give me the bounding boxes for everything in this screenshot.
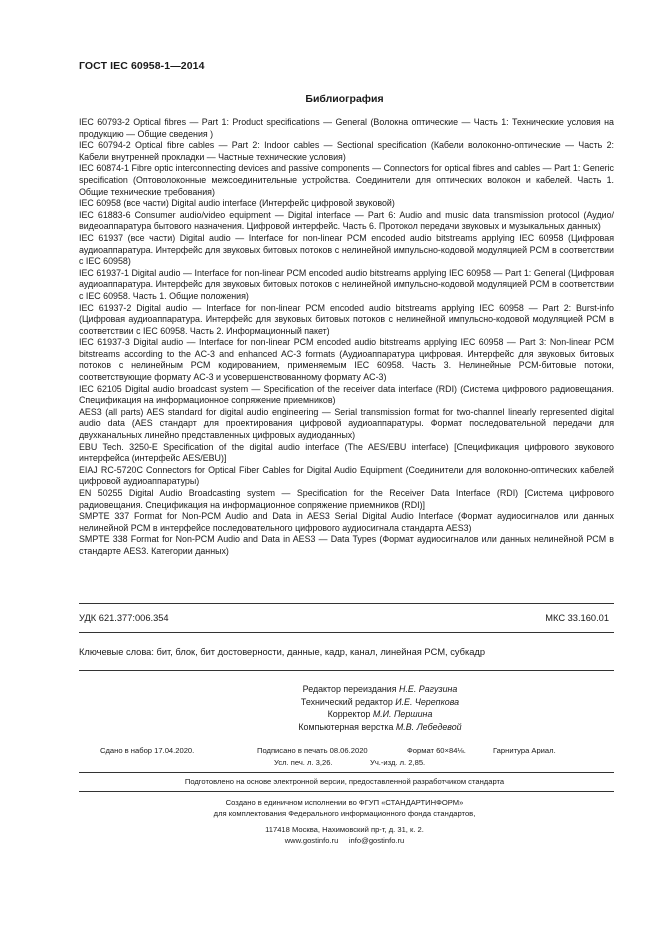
publisher-block xyxy=(0,797,661,846)
publisher-line: Создано в единичном исполнении во ФГУП «СТАНДАРТИНФОРМ» xyxy=(225,798,464,807)
bibliography-entry: IEC 61937-2 Digital audio — Interface for non-linear PCM encoded audio bitstreams applying IEC 60958 — Part 2: Burst-info (Цифровая аудиоаппаратура. Интерфейс для звуковых битовых потоков с нелинейной импульсно-кодовой модуляцией PCM в соответствии с IEC 60958. Часть 2. Информационный пакет) xyxy=(79,302,614,336)
document-header: ГОСТ IEC 60958-1—2014 xyxy=(79,60,205,72)
keywords: Ключевые слова: бит, блок, бит достоверности, данные, кадр, канал, линейная PCM, субкадр xyxy=(79,647,485,657)
printed-sheets: Усл. печ. л. 3,26. xyxy=(274,758,333,767)
bibliography-entry: EIAJ RC-5720C Connectors for Optical Fiber Cables for Digital Audio Equipment (Соединители для волоконно-оптических кабелей цифровой аудиоаппаратуры) xyxy=(79,464,614,487)
editor-role: Компьютерная верстка xyxy=(298,721,394,732)
editor-name: М.И. Першина xyxy=(372,709,433,719)
bibliography-entry: IEC 60793-2 Optical fibres — Part 1: Product specifications — General (Волокна оптические — Часть 1: Технические условия на продукцию — Общие сведения ) xyxy=(79,117,614,139)
editor-name: И.Е. Черепкова xyxy=(395,696,460,707)
bibliography-entry: IEC 62105 Digital audio broadcast system — Specification of the receiver data interface (RDI) (Система цифрового радиовещания. Спецификация на информационное сопряжение приемников) xyxy=(79,383,614,406)
bibliography-entry: IEC 61883-6 Consumer audio/video equipment — Digital interface — Part 6: Audio and music data transmission protocol (Аудио/видеоаппаратура бытового назначения. Цифровой интерфейс. Часть 6. Протокол передачи звуковых и музыкальных данных) xyxy=(79,209,614,232)
email-link[interactable]: info@gostinfo.ru xyxy=(348,836,405,845)
bibliography-entry: IEC 60958 (все части) Digital audio interface (Интерфейс цифровой звуковой) xyxy=(79,198,395,209)
editor-role: Технический редактор xyxy=(300,696,393,707)
udk-code: УДК 621.377:006.354 xyxy=(79,613,169,623)
divider-bottom xyxy=(79,670,614,671)
submitted-date: Сдано в набор 17.04.2020. xyxy=(100,746,195,755)
paper-format: Формат 60×84⅛. xyxy=(407,746,466,755)
bibliography-entry: IEC 61937-1 Digital audio — Interface for non-linear PCM encoded audio bitstreams applying IEC 60958 — Part 1: General (Цифровая аудиоаппаратура. Интерфейс для звуковых битовых потоков с нелинейной импульсно-кодовой модуляцией PCM в соответствии с IEC 60958. Часть 1. Общие положения) xyxy=(79,267,614,301)
editor-role: Редактор переиздания xyxy=(302,684,397,694)
typeface: Гарнитура Ариал. xyxy=(493,746,556,755)
mks-code: МКС 33.160.01 xyxy=(545,613,609,623)
editorial-credits xyxy=(200,683,560,733)
editor-name: М.В. Лебедевой xyxy=(395,721,462,732)
bibliography-entry: EN 50255 Digital Audio Broadcasting system — Specification for the Receiver Data Interface (RDI) [Система цифрового радиовещания. Спецификация на информационное сопряжение приемников (RDI)] xyxy=(79,488,614,510)
editor-name: Н.Е. Рагузина xyxy=(399,684,458,694)
bibliography-entry: IEC 60794-2 Optical fibre cables — Part 2: Indoor cables — Sectional specification (Кабели волоконно-оптические — Часть 2: Кабели внутренней прокладки — Частные технические условия) xyxy=(79,140,614,162)
bibliography-entry: AES3 (all parts) AES standard for digital audio engineering — Serial transmission format for two-channel linearly represented digital audio data (AES стандарт для проектирования цифровой аудиоаппаратуры. Формат последовательной передачи для двухканальных линейно представленных цифровых аудиоданных) xyxy=(79,406,614,441)
basis-note: Подготовлено на основе электронной версии, предоставленной разработчиком стандарта xyxy=(184,777,505,786)
publisher-contacts xyxy=(28,835,661,846)
bibliography-entry: SMPTE 338 Format for Non-PCM Audio and Data in AES3 — Data Types (Формат аудиосигналов или данных нелинейной PCM в стандарте AES3. Категории данных) xyxy=(79,534,614,556)
divider-middle xyxy=(79,632,614,633)
bibliography-entry: IEC 60874-1 Fibre optic interconnecting devices and passive components — Connectors for optical fibres and cables — Part 1: Generic specification (Оптоволоконные межсоединительные устройства. Соединители для оптических волокон и кабелей. Часть 1. Общие технические требования) xyxy=(79,163,614,197)
divider-print xyxy=(79,772,614,773)
divider-publisher xyxy=(79,791,614,792)
editor-line xyxy=(200,721,560,734)
signed-date: Подписано в печать 08.06.2020 xyxy=(257,746,368,755)
divider-top xyxy=(79,603,614,604)
bibliography-entry: IEC 61937 (все части) Digital audio — Interface for non-linear PCM encoded audio bitstreams applying IEC 60958 (Цифровая аудиоаппаратура. Интерфейс для звуковых битовых потоков с нелинейной импульсно-кодовой модуляцией PCM в соответствии с IEC 60958) xyxy=(79,232,614,267)
bibliography-entry: IEC 61937-3 Digital audio — Interface for non-linear PCM encoded audio bitstreams applying IEC 60958 — Part 3: Non-linear PCM bitstreams according to the AC-3 and enhanced AC-3 formats (Аудиоаппаратура цифровая. Интерфейс для звуковых битовых потоков с нелинейным PCM кодированием, применяемым IEC 60958. Часть 3. Нелинейные PCM-битовые потоки, соответствующие формату AC-3 и усовершенствованному формату AC-3) xyxy=(79,337,614,383)
bibliography-title: Библиография xyxy=(305,93,384,105)
bibliography-entry: SMPTE 337 Format for Non-PCM Audio and Data in AES3 Serial Digital Audio Interface (Формат аудиосигналов или данных нелинейной PCM в интерфейсе последовательного цифрового аудиосигнала стандарта AES3) xyxy=(79,511,614,533)
publisher-line: для комплектования Федерального информационного фонда стандартов, xyxy=(213,809,476,818)
bibliography-entry: EBU Tech. 3250-E Specification of the digital audio interface (The AES/EBU interface) [Спецификация цифрового звукового интерфейса (интерфейс AES/EBU)] xyxy=(79,441,614,464)
editor-line xyxy=(200,708,560,721)
editor-line xyxy=(200,696,560,709)
publisher-address: 117418 Москва, Нахимовский пр-т, д. 31, к. 2. xyxy=(265,825,424,834)
publisher-sheets: Уч.-изд. л. 2,85. xyxy=(370,758,426,767)
editor-line xyxy=(200,683,560,696)
bibliography-list xyxy=(79,117,614,558)
editor-role: Корректор xyxy=(327,709,371,719)
website-link[interactable]: www.gostinfo.ru xyxy=(284,836,339,845)
